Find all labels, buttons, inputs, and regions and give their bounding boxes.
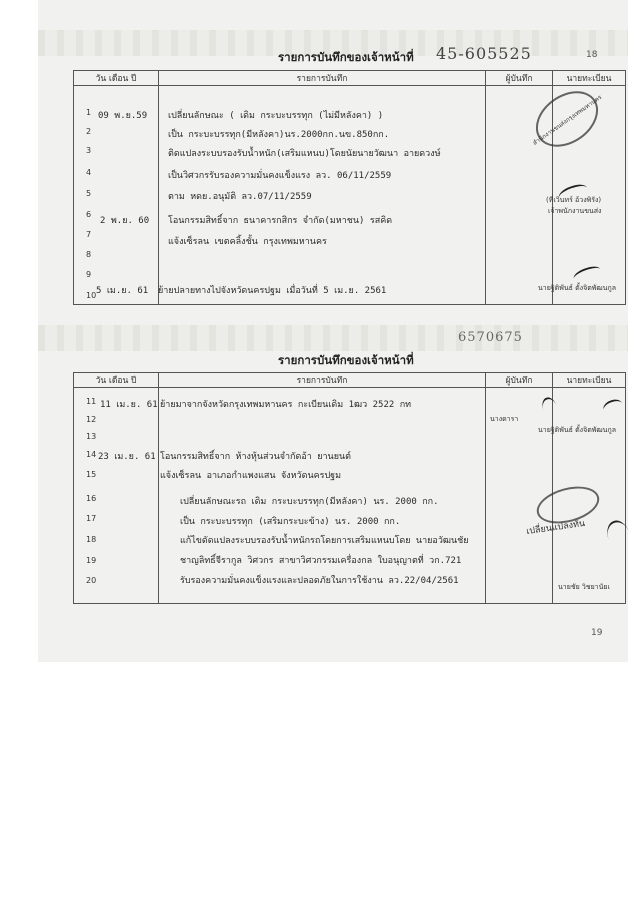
line-number: 19 [86, 556, 97, 565]
line-number: 10 [86, 291, 97, 300]
entry-date: 2 พ.ย. 60 [100, 216, 150, 226]
table-header-row [74, 71, 626, 86]
entry-text: แจ้งเซ็รลน อาเภอกำแพงแสน จังหวัดนครปฐม [160, 471, 342, 481]
scan-noise-band [38, 325, 628, 351]
entry-text: เป็น กระบะบรรทุก(มีหลังคา)นร.2000กก.นข.850กก. [168, 130, 390, 140]
table-header-row [74, 373, 626, 388]
line-number: 12 [86, 415, 97, 424]
entry-text: โอนกรรมสิทธิ์จาก ห้างหุ้นส่วนจำกัดอ้า ยานยนต์ [160, 452, 351, 462]
line-number: 8 [86, 250, 92, 259]
entry-text: เป็นวิศวกรรับรองความมั่นคงแข็งแรง ลว. 06/11/2559 [168, 171, 392, 181]
line-number: 20 [86, 576, 97, 585]
line-number: 7 [86, 230, 92, 239]
handwritten-number: 45-605525 [436, 44, 532, 63]
line-number: 14 [86, 450, 97, 459]
page-title: รายการบันทึกของเจ้าหน้าที่ [278, 353, 414, 367]
entry-text: รับรองความมั่นคงแข็งแรงและปลอดภัยในการใช้งาน ลว.22/04/2561 [180, 576, 459, 586]
page-title: รายการบันทึกของเจ้าหน้าที่ [278, 50, 414, 64]
entry-text: ย้ายมาจากจังหวัดกรุงเทพมหานคร กะเบียนเดิม 1ฒว 2522 กท [160, 400, 412, 410]
signature-caption: นายชัย วิชยานัยเ [558, 583, 610, 591]
signature-caption: เจ้าพนักงานขนส่ง [548, 207, 602, 215]
line-number: 1 [86, 108, 92, 117]
entry-text: เปลี่ยนลักษณะ ( เดิม กระบะบรรทุก (ไม่มีหลังคา) ) [168, 111, 384, 121]
signature-caption: นายฐิติพันธ์ ตั้งจิตพัฒนกูล [538, 426, 616, 434]
stamp-caption: สำนักงานขนส่งกรุงเทพมหานคร [531, 93, 604, 147]
line-number: 17 [86, 514, 97, 523]
line-number: 15 [86, 470, 97, 479]
header-entry: รายการบันทึก [159, 373, 486, 388]
line-number: 16 [86, 494, 97, 503]
signature-caption: นางดารา [490, 415, 519, 423]
line-number: 5 [86, 189, 92, 198]
line-number: 3 [86, 146, 92, 155]
header-date: วัน เดือน ปี [74, 71, 159, 86]
signature-caption: นายฐิติพันธ์ ตั้งจิตพัฒนกูล [538, 284, 616, 292]
entry-date: 09 พ.ย.59 [98, 111, 148, 121]
entry-text: โอนกรรมสิทธิ์จาก ธนาคารกสิกร จำกัด(มหาชน) รสคิด [168, 216, 393, 226]
entry-text: แก้ไขดัดแปลงระบบรองรับน้ำหนักรถโดยการเสริมแหนบโดย นายอวัฒนชัย [180, 536, 469, 546]
line-number: 9 [86, 270, 92, 279]
entry-date: 5 เม.ย. 61 [96, 286, 149, 296]
handwritten-number: 6570675 [458, 330, 523, 345]
line-number: 6 [86, 210, 92, 219]
header-date: วัน เดือน ปี [74, 373, 159, 388]
page-number: 19 [591, 628, 603, 638]
handwritten-note: เปลี่ยนแปลงทัน [525, 518, 586, 538]
entry-text: แจ้งเซ็รลน เขตคลิ้งชั้น กรุงเทพมหานคร [168, 237, 327, 247]
entry-text: เป็น กระบะบรรทุก (เสริมกระบะข้าง) นร. 2000 กก. [180, 517, 401, 527]
line-number: 4 [86, 168, 92, 177]
entry-text: ย้ายปลายทางไปจังหวัดนครปฐม เมื่อวันที่ 5 เม.ย. 2561 [158, 286, 387, 296]
entry-text: ติดแปลงระบบรองรับน้ำหนัก(เสริมแหนบ)โดยนัยนายวัฒนา อายดวงษ์ [168, 149, 441, 159]
line-number: 2 [86, 127, 92, 136]
entry-text: เปลี่ยนลักษณะรถ เดิม กระบะบรรทุก(มีหลังคา) นร. 2000 กก. [180, 497, 439, 507]
header-entry: รายการบันทึก [159, 71, 486, 86]
line-number: 18 [86, 535, 97, 544]
entry-text: ชาญลิทธิ์จีรากูล วิศวกร สาขาวิศวกรรมเครื่องกล ใบอนุญาตที่ วก.721 [180, 556, 462, 566]
entry-date: 11 เม.ย. 61 [100, 400, 158, 410]
header-recorder: ผู้บันทึก [486, 71, 553, 86]
line-number: 11 [86, 397, 97, 406]
line-number: 13 [86, 432, 97, 441]
register-table [73, 70, 626, 305]
signature-caption: (ที่เวินทร์ อ้วงพิรัง) [546, 196, 602, 204]
page-number: 18 [586, 50, 598, 60]
header-recorder: ผู้บันทึก [486, 373, 553, 388]
entry-text: ตาม หดย.อนุมัติ ลว.07/11/2559 [168, 192, 312, 202]
header-registrar: นายทะเบียน [553, 373, 626, 388]
document-sheet [38, 0, 628, 662]
header-registrar: นายทะเบียน [553, 71, 626, 86]
entry-date: 23 เม.ย. 61 [98, 452, 156, 462]
